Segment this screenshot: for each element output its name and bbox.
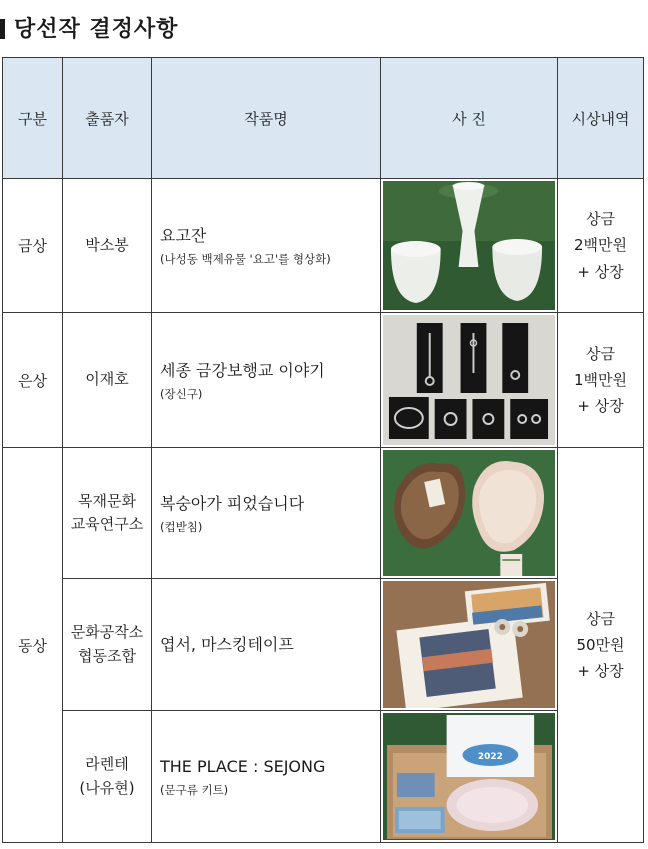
work-title: 요고잔 — [160, 226, 207, 245]
photo-cell — [381, 448, 558, 579]
photo-cell — [381, 711, 558, 843]
table-row — [3, 579, 644, 711]
award-line: 상금 — [586, 609, 615, 628]
white-ceramic-cups-photo — [383, 181, 555, 310]
work-subtitle: (문구류 키트) — [160, 783, 229, 797]
entrant-name: 목재문화 — [78, 491, 136, 510]
table-row — [3, 711, 644, 843]
award-lines — [558, 341, 643, 420]
entrant-name: 문화공작소 — [70, 623, 144, 642]
entrant-cell — [63, 579, 152, 711]
work-title: 엽서, 마스킹테이프 — [160, 634, 294, 654]
entrant-cell — [63, 448, 152, 579]
photo-cell — [381, 579, 558, 711]
header-row — [3, 58, 644, 179]
title-row — [0, 6, 648, 46]
work-cell — [152, 711, 381, 843]
award-cell — [558, 179, 644, 313]
header-work-name: 작품명 — [152, 58, 381, 179]
header-category: 구분 — [3, 58, 63, 179]
category-cell: 은상 — [3, 313, 63, 448]
work-cell — [152, 448, 381, 579]
wooden-coaster-photo — [383, 450, 555, 576]
award-line: 상금 — [586, 210, 615, 229]
category-cell: 금상 — [3, 179, 63, 313]
work-subtitle: (장신구) — [160, 386, 203, 401]
entrant-cell — [63, 711, 152, 843]
entrant-name: 교육연구소 — [70, 515, 144, 533]
silver-jewelry-set-photo — [383, 315, 555, 445]
award-line: 50만원 — [576, 635, 625, 654]
photo-cell — [381, 313, 558, 448]
entrant-name: 이재호 — [85, 370, 129, 389]
table-row — [3, 448, 644, 579]
award-lines — [558, 206, 643, 285]
page-title: 당선작 결정사항 — [14, 17, 179, 42]
entrant-cell — [63, 313, 152, 448]
header-photo: 사 진 — [381, 58, 558, 179]
table-row — [3, 313, 644, 448]
photo-cell — [381, 179, 558, 313]
calendar-year: 2022 — [477, 751, 503, 763]
award-line: + 상장 — [577, 397, 624, 416]
table-row — [3, 179, 644, 313]
work-cell — [152, 579, 381, 711]
award-line: + 상장 — [577, 262, 624, 281]
entrant-name: 라렌테 — [85, 755, 129, 774]
work-subtitle: (컵받침) — [160, 519, 203, 534]
header-award: 시상내역 — [558, 58, 644, 179]
entrant-cell — [63, 179, 152, 313]
work-subtitle: (나성동 백제유물 '요고'를 형상화) — [160, 252, 331, 266]
work-title: 복숭아가 피었습니다 — [160, 493, 305, 513]
award-line: + 상장 — [577, 662, 624, 681]
award-line: 상금 — [586, 344, 615, 363]
award-cell — [558, 448, 644, 843]
entrant-name: (나유현) — [79, 778, 135, 797]
work-cell — [152, 179, 381, 313]
award-cell — [558, 313, 644, 448]
work-title: 세종 금강보행교 이야기 — [160, 360, 325, 380]
stationery-kit-photo — [383, 713, 555, 840]
entrant-name: 협동조합 — [78, 646, 136, 665]
title-marker — [0, 19, 5, 39]
work-title: THE PLACE : SEJONG — [160, 757, 326, 776]
award-line: 1백만원 — [573, 370, 627, 389]
results-table — [2, 57, 644, 843]
entrant-name: 박소봉 — [85, 235, 129, 254]
category-cell: 동상 — [3, 448, 63, 843]
award-lines — [558, 606, 643, 685]
award-line: 2백만원 — [573, 236, 627, 255]
work-cell — [152, 313, 381, 448]
postcard-tape-photo — [383, 581, 555, 708]
header-entrant: 출품자 — [63, 58, 152, 179]
